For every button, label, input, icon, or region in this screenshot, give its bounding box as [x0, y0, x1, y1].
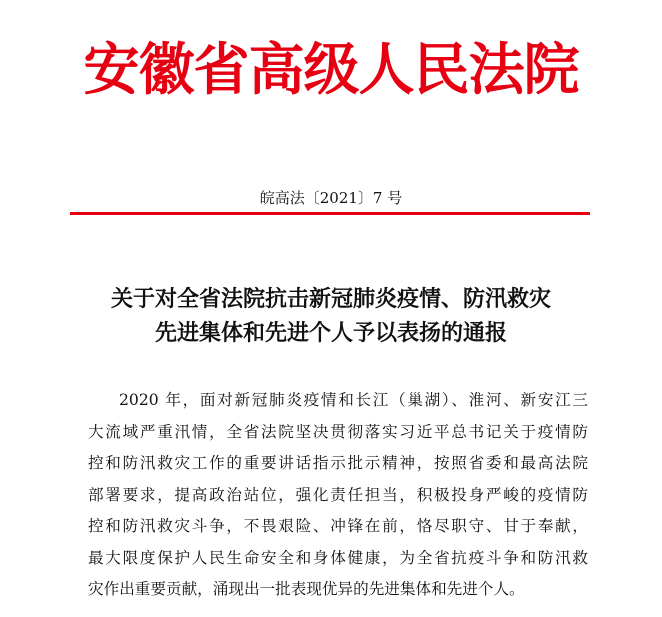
- title-line-2: 先进集体和先进个人予以表扬的通报: [154, 320, 507, 346]
- body-line-4: 部署要求，提高政治站位，强化责任担当，积极投身严峻的疫情防: [88, 485, 588, 504]
- title-line-1: 关于对全省法院抗击新冠肺炎疫情、防汛救灾: [110, 286, 551, 312]
- body-line-1: 2020 年，面对新冠肺炎疫情和长江（巢湖）、淮河、新安江三: [119, 391, 588, 409]
- document-number: 皖高法〔2021〕7 号: [259, 189, 403, 207]
- issuer-heading: 安徽省高级人民法院: [83, 37, 579, 103]
- body-line-5: 控和防汛救灾斗争，不畏艰险、冲锋在前，恪尽职守、甘于奉献，: [88, 517, 588, 535]
- body-line-6: 最大限度保护人民生命安全和身体健康，为全省抗疫斗争和防汛救: [88, 548, 588, 567]
- body-line-3: 控和防汛救灾工作的重要讲话指示批示精神，按照省委和最高法院: [88, 454, 588, 472]
- body-line-2: 大流域严重汛情，全省法院坚决贯彻落实习近平总书记关于疫情防: [88, 422, 588, 441]
- body-line-7: 灾作出重要贡献，涌现出一批表现优异的先进集体和先进个人。: [88, 580, 525, 598]
- body-paragraph: [88, 385, 588, 606]
- document-title: [0, 282, 662, 350]
- red-divider-line: [70, 212, 590, 215]
